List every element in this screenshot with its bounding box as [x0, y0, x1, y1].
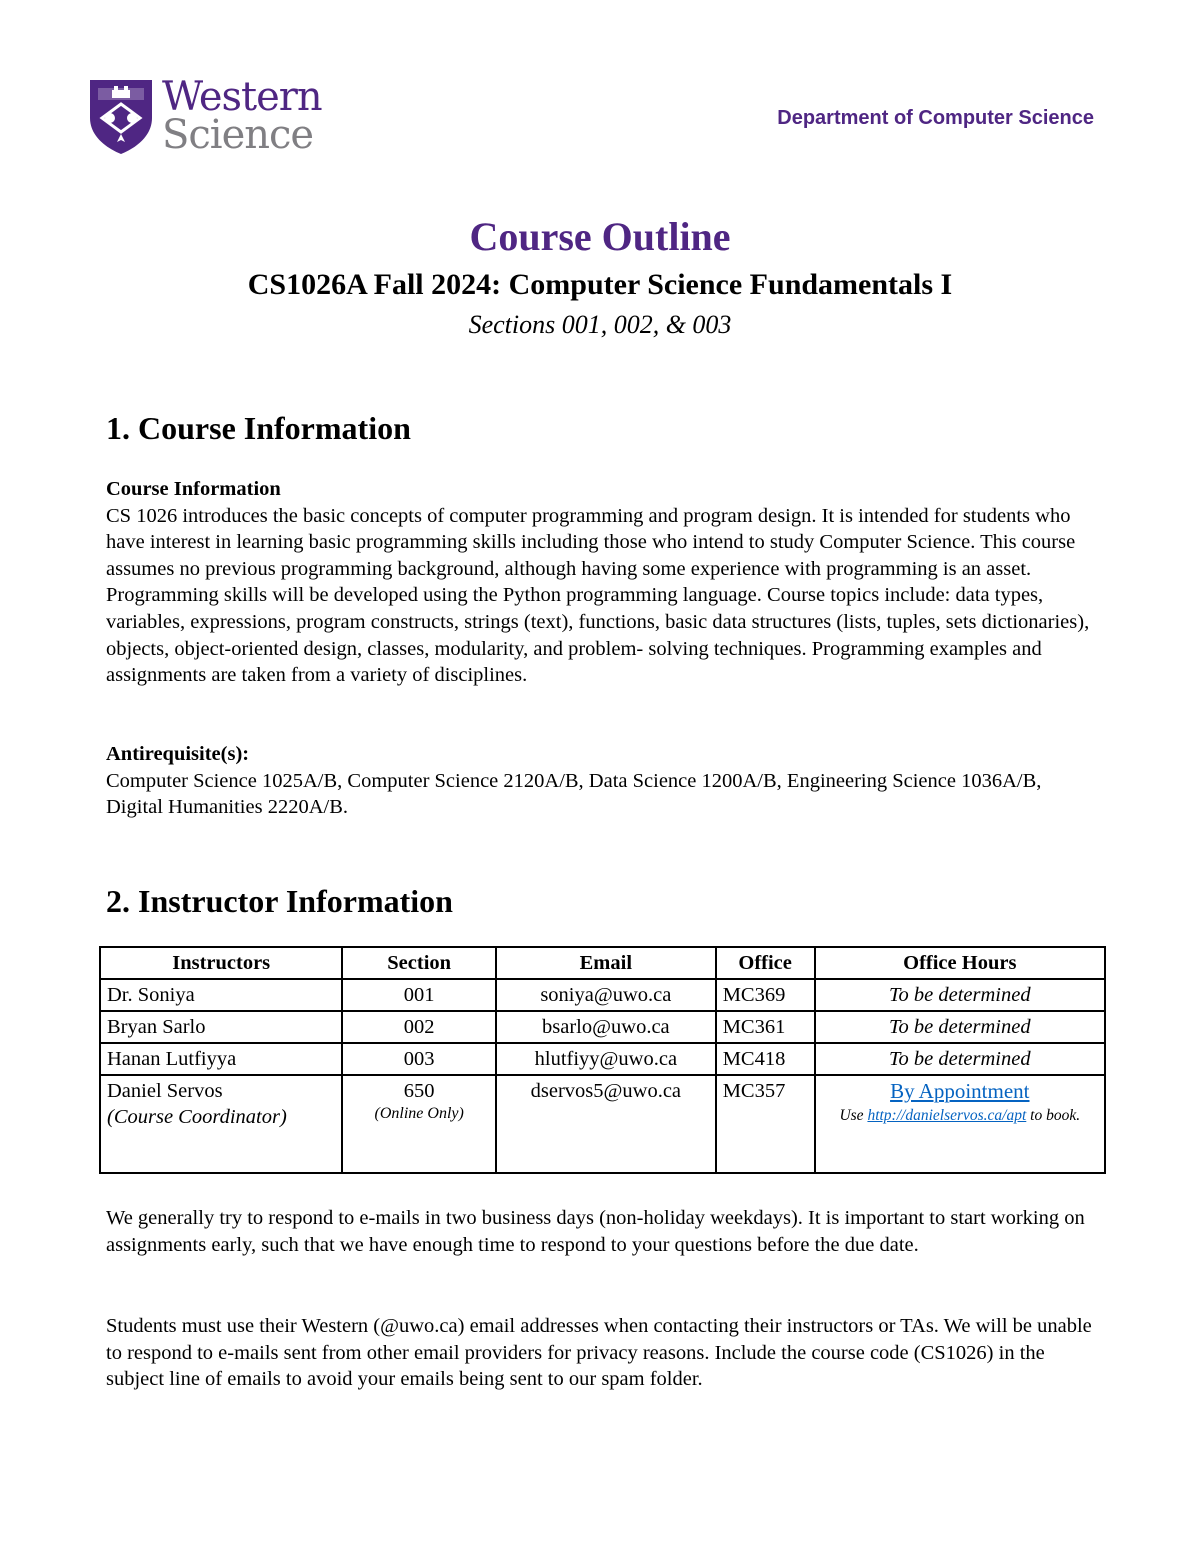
instructor-office-hours: To be determined: [815, 979, 1105, 1011]
table-row: [100, 1043, 1105, 1075]
email-response-paragraph: [106, 1205, 1096, 1258]
course-title: CS1026A Fall 2024: Computer Science Fundamentals I: [247, 268, 953, 301]
course-sections: Sections 001, 002, & 003: [468, 310, 732, 339]
title-block: [0, 212, 1200, 343]
booking-suffix: to book.: [1030, 1107, 1081, 1124]
antirequisites-block: [106, 741, 1096, 821]
instructor-section: 650: [403, 1080, 435, 1102]
instructor-name: Bryan Sarlo: [100, 1011, 342, 1043]
instructor-office: MC418: [716, 1043, 815, 1075]
instructor-email: bsarlo@uwo.ca: [496, 1011, 716, 1043]
instructor-office-hours-cell: [815, 1075, 1105, 1173]
table-row: [100, 1011, 1105, 1043]
booking-url-link[interactable]: http://danielservos.ca/apt: [867, 1107, 1027, 1124]
instructor-office-hours: To be determined: [815, 1043, 1105, 1075]
instructor-name-cell: [100, 1075, 342, 1173]
booking-instructions: [822, 1105, 1098, 1126]
instructor-section: 001: [342, 979, 496, 1011]
table-row: [100, 979, 1105, 1011]
section-heading-instructor-information: 2. Instructor Information: [106, 883, 453, 919]
instructor-office: MC369: [716, 979, 815, 1011]
logo-text-western: Western: [162, 74, 322, 120]
instructor-office-hours: To be determined: [815, 1011, 1105, 1043]
antirequisites-list: Computer Science 1025A/B, Computer Science 2120A/B, Data Science 1200A/B, Engineering Science 1036A/B, Digital Humanities 2220A/B.: [106, 769, 1042, 819]
instructor-email: soniya@uwo.ca: [496, 979, 716, 1011]
table-header: Section: [342, 947, 496, 979]
western-science-logo: [88, 74, 322, 158]
section-heading-course-information: 1. Course Information: [106, 410, 411, 446]
instructor-name: Dr. Soniya: [100, 979, 342, 1011]
department-name: Department of Computer Science: [777, 107, 1094, 129]
table-header: Office: [716, 947, 815, 979]
instructor-section-cell: [342, 1075, 496, 1173]
instructor-role: (Course Coordinator): [107, 1106, 287, 1128]
table-header: Instructors: [100, 947, 342, 979]
instructor-section: 003: [342, 1043, 496, 1075]
booking-prefix: Use: [839, 1107, 864, 1124]
antirequisites-heading: Antirequisite(s):: [106, 743, 250, 765]
course-description: CS 1026 introduces the basic concepts of computer programming and program design. It is intended for students who have interest in learning basic programming skills including those who intend to study Computer Science. This course assumes no previous programming background, although having some experience with programming is an asset. Programming skills will be developed using the Python programming language. Course topics include: data types, variables, expressions, program constructs, strings (text), functions, basic data structures (lists, tuples, sets dictionaries), objects, object-oriented design, classes, modularity, and problem- solving techniques. Programming examples and assignments are taken from a variety of disciplines.: [106, 504, 1090, 687]
instructor-section: 002: [342, 1011, 496, 1043]
table-header-row: [100, 947, 1105, 979]
western-shield-icon: [88, 78, 154, 156]
course-information-block: [106, 476, 1096, 689]
instructor-name: Daniel Servos: [107, 1080, 223, 1102]
email-policy-text: Students must use their Western (@uwo.ca) email addresses when contacting their instructors or TAs. We will be unable to respond to e-mails sent from other email providers for privacy reasons. Include the course code (CS1026) in the subject line of emails to avoid your emails being sent to our spam folder.: [106, 1315, 1092, 1391]
table-header: Email: [496, 947, 716, 979]
logo-text-science: Science: [162, 112, 314, 158]
instructor-name: Hanan Lutfiyya: [100, 1043, 342, 1075]
instructor-email: dservos5@uwo.ca: [496, 1075, 716, 1173]
instructor-email: hlutfiyy@uwo.ca: [496, 1043, 716, 1075]
document-title: Course Outline: [469, 214, 731, 259]
by-appointment-link[interactable]: By Appointment: [890, 1079, 1030, 1103]
instructor-office: MC361: [716, 1011, 815, 1043]
instructor-office: MC357: [716, 1075, 815, 1173]
table-header: Office Hours: [815, 947, 1105, 979]
response-time-text: We generally try to respond to e-mails in two business days (non-holiday weekdays). It is important to start working on assignments early, such that we have enough time to respond to your questions before the due date.: [106, 1207, 1085, 1256]
instructor-section-note: (Online Only): [374, 1105, 464, 1122]
instructor-table: [99, 946, 1106, 1174]
email-policy-paragraph: [106, 1313, 1096, 1393]
table-row: [100, 1075, 1105, 1173]
course-information-subheading: Course Information: [106, 478, 281, 500]
